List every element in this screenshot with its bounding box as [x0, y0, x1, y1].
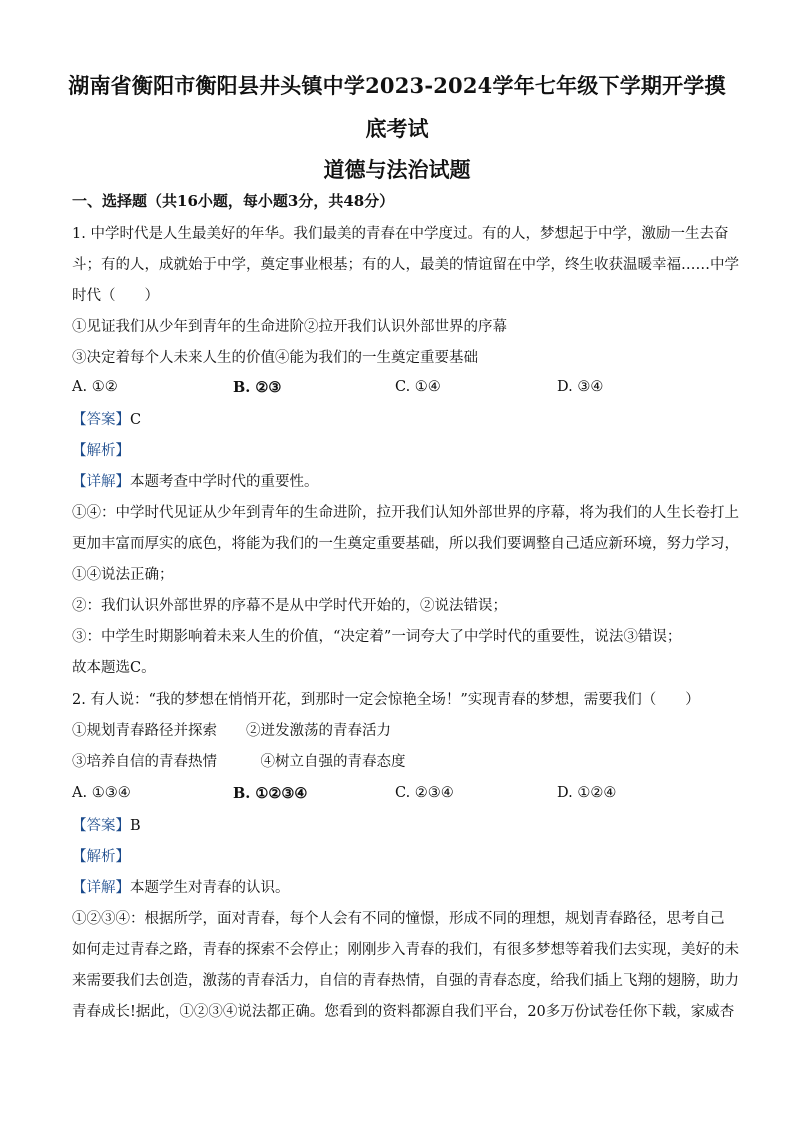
q2-detail: [72, 878, 732, 898]
q1-statement-1: ①见证我们从少年到青年的生命进阶②拉开我们认识外部世界的序幕: [72, 319, 507, 335]
exam-title-line2: 底考试: [365, 116, 429, 141]
exam-title-line1: 湖南省衡阳市衡阳县井头镇中学2023-2024学年七年级下学期开学摸: [68, 73, 726, 98]
q2-explain-1: ①②③④：根据所学，面对青春，每个人会有不同的憧憬，形成不同的理想，规划青春路径，思考自己: [72, 911, 725, 927]
detail-text: 本题学生对青春的认识。: [130, 880, 290, 896]
detail-label: 【详解】: [72, 880, 130, 896]
q2-analysis-label: 【解析】: [72, 849, 130, 865]
answer-label: 【答案】: [72, 412, 130, 428]
q1-explain-6: 故本题选C。: [72, 660, 156, 676]
detail-label: 【详解】: [72, 474, 130, 490]
q1-explain-1: ①④：中学时代见证从少年到青年的生命进阶，拉开我们认知外部世界的序幕，将为我们的人生长卷打上: [72, 505, 739, 521]
q2-stem: 2. 有人说：“我的梦想在悄悄开花，到那时一定会惊艳全场！”实现青春的梦想，需要我们（ ）: [72, 692, 700, 708]
q1-options: [72, 379, 732, 399]
q2-statement-1: ①规划青春路径并探索 ②迸发激荡的青春活力: [72, 723, 391, 739]
q2-option-a: A. ①③④: [72, 785, 131, 801]
q1-option-a: A. ①②: [72, 379, 118, 395]
answer-value: C: [130, 412, 142, 428]
q2-answer: [72, 816, 732, 836]
q1-answer: [72, 410, 732, 430]
q1-analysis-label: 【解析】: [72, 443, 130, 459]
detail-text: 本题考查中学时代的重要性。: [130, 474, 319, 490]
q2-statement-2: ③培养自信的青春热情 ④树立自强的青春态度: [72, 754, 406, 770]
q2-explain-3: 来需要我们去创造，激荡的青春活力，自信的青春热情，自强的青春态度，给我们插上飞翔的翅膀，助力: [72, 973, 739, 989]
q2-option-b: B. ①②③④: [233, 785, 308, 802]
q1-explain-2: 更加丰富而厚实的底色，将能为我们的一生奠定重要基础，所以我们要调整自己适应新环境，努力学习，: [72, 536, 739, 552]
q1-option-d: D. ③④: [557, 379, 604, 395]
q1-explain-4: ②：我们认识外部世界的序幕不是从中学时代开始的，②说法错误；: [72, 598, 507, 614]
answer-label: 【答案】: [72, 818, 130, 834]
q1-explain-5: ③：中学生时期影响着未来人生的价值，“决定着”一词夸大了中学时代的重要性，说法③错误；: [72, 629, 682, 645]
q2-option-c: C. ②③④: [395, 785, 454, 801]
q2-explain-2: 如何走过青春之路，青春的探索不会停止；刚刚步入青春的我们，有很多梦想等着我们去实现，美好的未: [72, 942, 739, 958]
q1-stem-line2: 斗；有的人，成就始于中学，奠定事业根基；有的人，最美的情谊留在中学，终生收获温暖幸福……中学: [72, 257, 739, 273]
q1-stem-line1: 1. 中学时代是人生最美好的年华。我们最美的青春在中学度过。有的人，梦想起于中学，激励一生去奋: [72, 226, 729, 242]
q1-option-b: B. ②③: [233, 379, 282, 396]
answer-value: B: [130, 818, 141, 834]
q1-statement-2: ③决定着每个人未来人生的价值④能为我们的一生奠定重要基础: [72, 350, 478, 366]
q2-option-d: D. ①②④: [557, 785, 617, 801]
exam-subject-title: 道德与法治试题: [323, 157, 471, 182]
q1-option-c: C. ①④: [395, 379, 441, 395]
section-heading: 一、选择题（共16小题，每小题3分，共48分）: [72, 192, 395, 210]
q2-explain-4: 青春成长!据此，①②③④说法都正确。您看到的资料都源自我们平台，20多万份试卷任你下载，家威杏: [72, 1004, 735, 1020]
q2-options: [72, 785, 732, 805]
q1-explain-3: ①④说法正确；: [72, 567, 174, 583]
q1-detail: [72, 472, 732, 492]
q1-stem-line3: 时代（ ）: [72, 288, 159, 304]
